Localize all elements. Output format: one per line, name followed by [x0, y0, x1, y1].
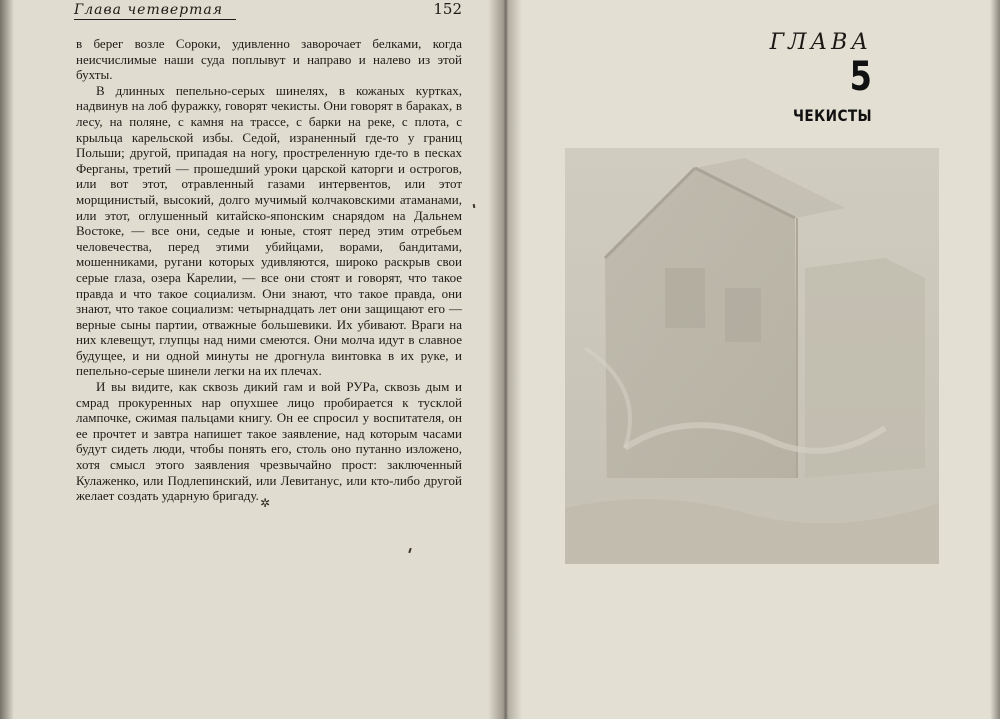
ornament-glyph: ✲: [260, 496, 271, 510]
page-number: 152: [433, 0, 462, 18]
paragraph-1: в берег возле Сороки, удивленно заворочает белками, когда неисчислимые наши суда поплывут и направо и налево из этой бухты.: [76, 36, 462, 83]
chapter-number: 5: [849, 54, 872, 100]
running-head-rule: [74, 19, 236, 20]
page-edge-shadow: [990, 0, 1000, 719]
book-gutter: [488, 0, 522, 719]
right-page: [505, 0, 1000, 719]
running-head-title: Глава четвертая: [74, 2, 224, 18]
photo-illustration: [565, 148, 939, 564]
ink-speck: [408, 548, 411, 553]
paragraph-3: И вы видите, как сквозь дикий гам и вой РУРа, сквозь дым и смрад прокуренных нар опухшее лицо пробирается к тусклой лампочке, сжимая пальцами книгу. Он ее спросил у воспитателя, он ее прочтет и завтра напишет такое заявление, над которым часами будут сидеть люди, чтобы понять его, столь оно путанно изложено, хотя смысл этого заявления чрезвычайно прост: заключенный Кулаженко, или Подлепинский, или Левитанус, или кто-либо другой желает создать ударную бригаду.: [76, 379, 462, 504]
ink-speck: [473, 204, 476, 208]
running-head: [74, 0, 474, 22]
chapter-title: ЧЕКИСТЫ: [792, 106, 872, 125]
faded-photo: [565, 148, 939, 564]
paragraph-2: В длинных пепельно-серых шинелях, в кожаных куртках, надвинув на лоб фуражку, говорят чекисты. Они говорят в бараках, в лесу, на поляне, с камня на трассе, с барки на реке, с плота, с крыльца карельской избы. Седой, израненный где-то у границ Польши; другой, припадая на ногу, простреленную где-то в песках Ферганы, третий — прошедший уроки царской каторги и острогов, или вот этот, отравленный газами интервентов, или этот морщинистый, высокий, долго мучимый колчаковскими атаманами, или этот, оглушенный китайско-японским снарядом на Дальнем Востоке, — все они, седые и юные, стоят перед этим отребьем человечества, перед этими убийцами, ворами, бандитами, мошенниками, ругани которых удивляются, широко раскрыв свои серые глаза, озера Карелии, — все они стоят и говорят, что такое правда и что такое социализм. Они знают, что такое правда, они знают, что такое социализм: четырнадцать лет они защищают его — верные сыны партии, отважные большевики. Их убивают. Враги на них клевещут, глупцы над ними смеются. Они молча идут в славное будущее, и ни одной минуты не дрогнула винтовка в их руке, и пепельно-серые шинели легки на их плечах.: [76, 82, 462, 379]
chapter-label: ГЛАВА: [769, 30, 872, 55]
body-text: [76, 36, 462, 504]
page-edge-shadow: [0, 0, 14, 719]
